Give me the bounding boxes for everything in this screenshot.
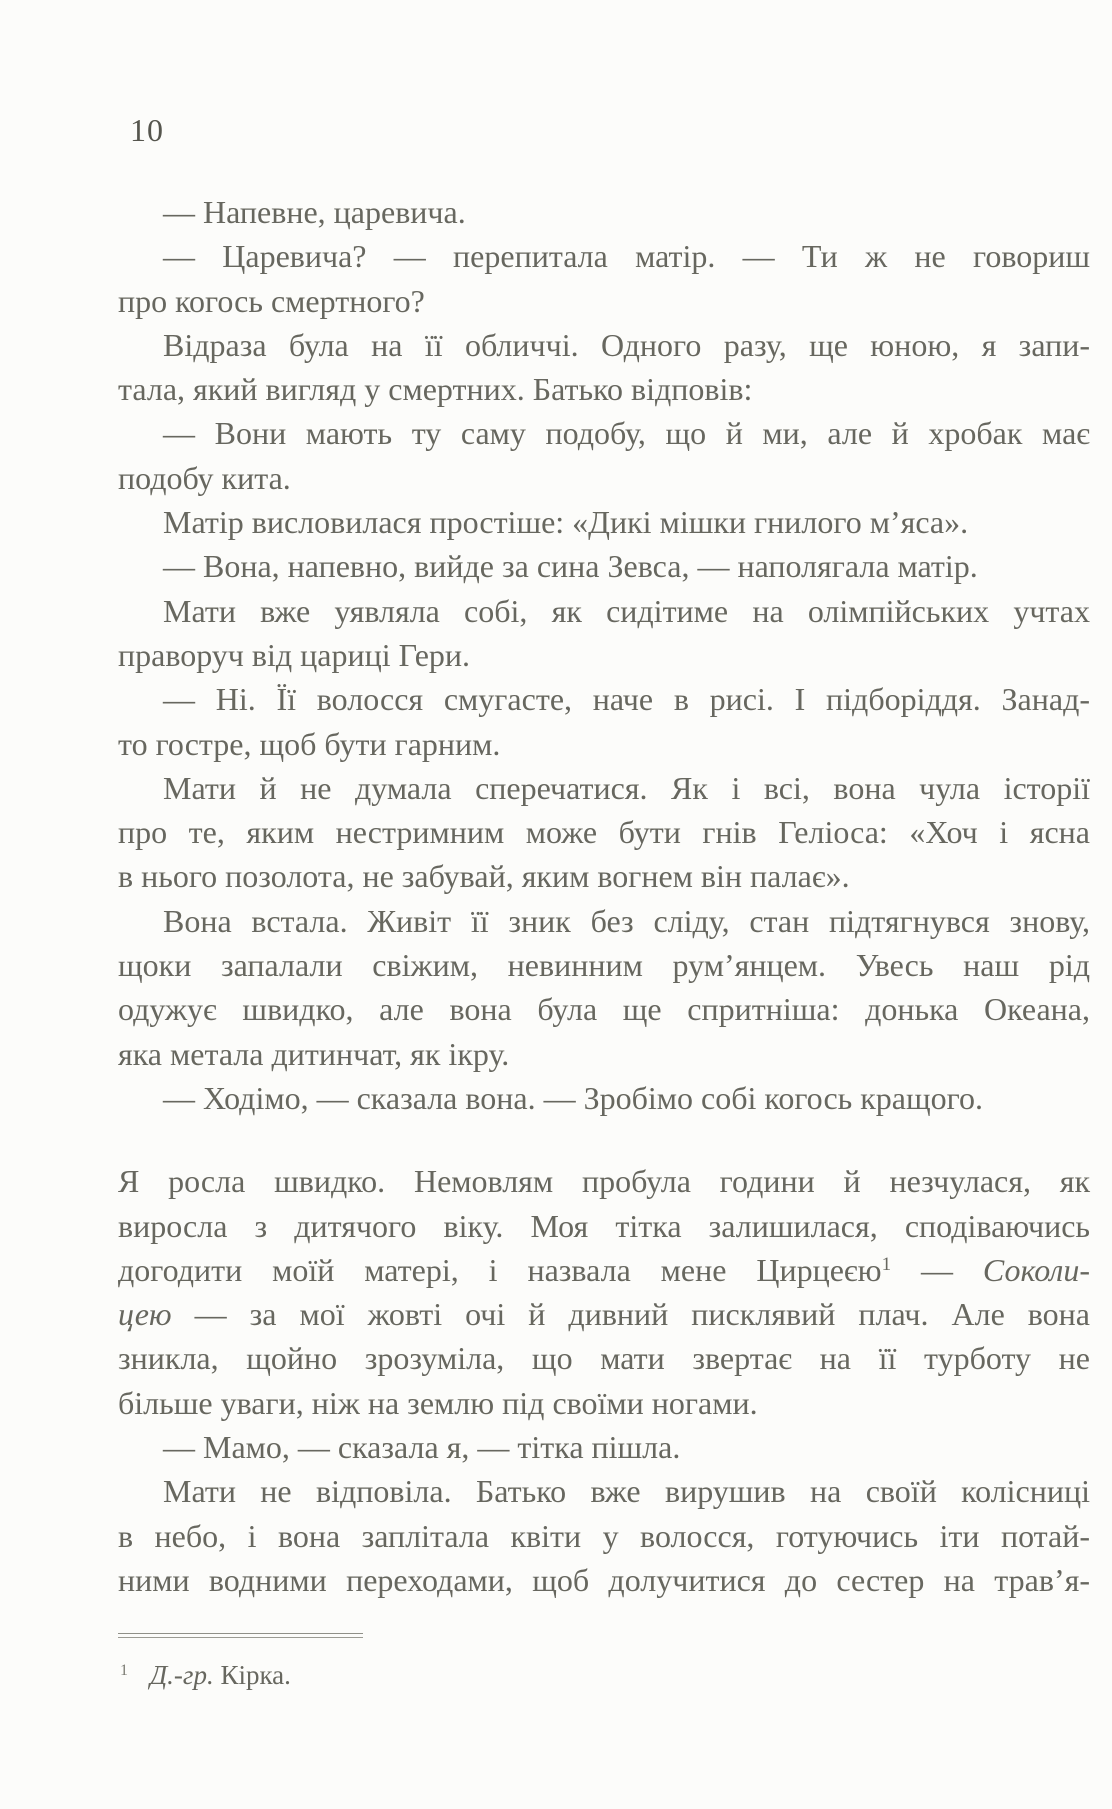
text-run: подобу кита. <box>118 459 291 496</box>
text-line <box>118 1336 1090 1380</box>
footnote-marker: 1 <box>120 1662 128 1679</box>
text-run: Мати не відповіла. Батько вже вирушив на своїй колісниці <box>163 1473 1090 1510</box>
text-run: Відраза була на її обличчі. Одного разу, ще юною, я запи- <box>163 326 1090 363</box>
text-run: в нього позолота, не забувай, яким вогнем він палає». <box>118 858 850 895</box>
text-run: догодити моїй матері, і назвала мене Цирцеєю <box>118 1251 882 1288</box>
text-line <box>118 1292 1090 1336</box>
text-run: праворуч від цариці Гери. <box>118 636 471 673</box>
text-line <box>118 1514 1090 1558</box>
footnote-divider <box>118 1633 363 1638</box>
text-run: — Мамо, — сказала я, — тітка пішла. <box>163 1429 681 1466</box>
text-line <box>118 367 1090 411</box>
text-run: — <box>891 1251 983 1288</box>
text-line <box>118 1159 1090 1203</box>
text-line <box>118 766 1090 810</box>
text-run: Мати вже уявляла собі, як сидітиме на олімпійських учтах <box>163 592 1090 629</box>
text-run: то гостре, щоб бути гарним. <box>118 725 501 762</box>
text-run: більше уваги, ніж на землю під своїми ногами. <box>118 1384 758 1421</box>
text-line <box>118 500 1090 544</box>
text-run: — Ні. Її волосся смугасте, наче в рисі. І підборіддя. Занад- <box>163 681 1090 718</box>
text-line <box>118 899 1090 943</box>
text-run: тала, який вигляд у смертних. Батько відповів: <box>118 371 753 408</box>
text-line <box>118 1469 1090 1513</box>
text-run: 1 <box>881 1253 892 1275</box>
footnote-line <box>120 1652 1020 1694</box>
text-line <box>118 1381 1090 1425</box>
text-run: — Ходімо, — сказала вона. — Зробімо собі когось кращого. <box>163 1079 983 1116</box>
text-line <box>118 323 1090 367</box>
text-run: одужує швидко, але вона була ще спритніша: донька Океана, <box>118 991 1090 1028</box>
text-run: — Царевича? — перепитала матір. — Ти ж не говориш <box>163 238 1090 275</box>
text-line <box>118 279 1090 323</box>
text-run: — Вона, напевно, вийде за сина Зевса, — наполягала матір. <box>163 548 978 585</box>
text-line <box>118 1425 1090 1469</box>
text-line <box>118 234 1090 278</box>
text-line <box>118 677 1090 721</box>
text-run: Мати й не думала сперечатися. Як і всі, вона чула історії <box>163 769 1090 806</box>
text-run: — Напевне, царевича. <box>163 194 466 230</box>
text-line <box>118 1032 1090 1076</box>
text-line <box>118 411 1090 455</box>
text-run: цею <box>118 1296 172 1333</box>
text-run: зникла, щойно зрозуміла, що мати звертає на її турботу не <box>118 1340 1090 1377</box>
text-run: ними водними переходами, щоб долучитися до сестер на трав’я- <box>118 1561 1090 1598</box>
text-run: Матір висловилася простіше: «Дикі мішки гнилого м’яса». <box>163 504 969 541</box>
text-line <box>118 589 1090 633</box>
text-line <box>118 544 1090 588</box>
text-run: — Вони мають ту саму подобу, що й ми, але й хробак має <box>163 415 1090 452</box>
text-run: в небо, і вона заплітала квіти у волосся, готуючись іти потай- <box>118 1517 1090 1554</box>
text-line <box>118 854 1090 898</box>
text-run: Кірка. <box>213 1660 291 1690</box>
text-run: виросла з дитячого віку. Моя тітка залишилася, сподіваючись <box>118 1207 1090 1244</box>
text-run: Я росла швидко. Немовлям пробула години й незчулася, як <box>118 1163 1090 1200</box>
text-run: Вона встала. Живіт її зник без сліду, стан підтягнувся знову, <box>163 902 1090 939</box>
text-run: Соколи- <box>982 1251 1091 1288</box>
text-run: Д.-гр. <box>150 1660 214 1690</box>
page-body <box>118 190 1090 1602</box>
text-line <box>118 1204 1090 1248</box>
footnote-text <box>150 1660 291 1690</box>
text-run: про те, яким нестримним може бути гнів Геліоса: «Хоч і ясна <box>118 814 1090 851</box>
text-run: про когось смертного? <box>118 282 425 319</box>
page-number: 10 <box>130 112 164 148</box>
text-line <box>118 987 1090 1031</box>
text-line <box>118 190 1090 234</box>
text-line <box>118 1558 1090 1602</box>
text-line <box>118 943 1090 987</box>
text-line <box>118 722 1090 766</box>
text-line <box>118 1076 1090 1120</box>
text-line <box>118 810 1090 854</box>
text-run: щоки запалали свіжим, невинним рум’янцем. Увесь наш рід <box>118 947 1090 984</box>
text-line <box>118 633 1090 677</box>
text-line <box>118 456 1090 500</box>
text-run: яка метала дитинчат, як ікру. <box>118 1035 510 1072</box>
text-line <box>118 1248 1090 1292</box>
text-run: — за мої жовті очі й дивний писклявий плач. Але вона <box>171 1296 1090 1333</box>
